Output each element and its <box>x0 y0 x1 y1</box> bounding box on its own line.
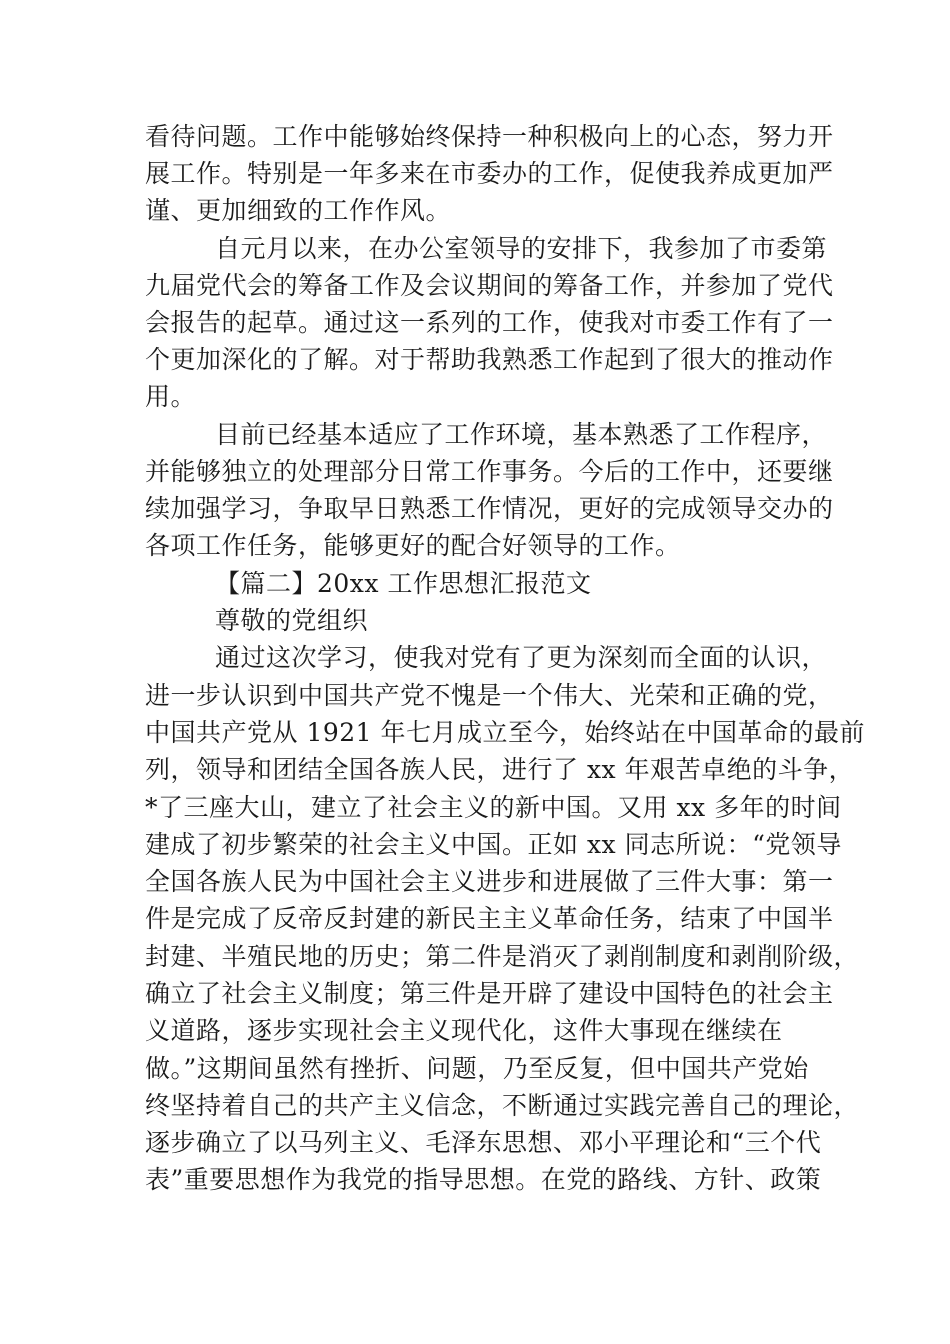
text-line: 通过这次学习，使我对党有了更为深刻而全面的认识， <box>215 643 828 672</box>
text-line: 个更加深化的了解。对于帮助我熟悉工作起到了很大的推动作 <box>145 345 834 374</box>
text-line: 目前已经基本适应了工作环境，基本熟悉了工作程序， <box>215 420 828 449</box>
text-line: 表”重要思想作为我党的指导思想。在党的路线、方针、政策 <box>145 1165 822 1194</box>
text-line: 进一步认识到中国共产党不愧是一个伟大、光荣和正确的党， <box>145 681 834 710</box>
text-line: 义道路，逐步实现社会主义现代化，这件大事现在继续在 <box>145 1016 783 1045</box>
text-line: 做。”这期间虽然有挫折、问题，乃至反复，但中国共产党始 <box>145 1054 809 1083</box>
text-line: 列，领导和团结全国各族人民，进行了 xx 年艰苦卓绝的斗争， <box>145 755 855 784</box>
text-line: 封建、半殖民地的历史；第二件是消灭了剥削制度和剥削阶级， <box>145 942 860 971</box>
text-line: 九届党代会的筹备工作及会议期间的筹备工作，并参加了党代 <box>145 271 834 300</box>
text-line: 建成了初步繁荣的社会主义中国。正如 xx 同志所说：“党领导 <box>145 830 842 859</box>
text-line: 终坚持着自己的共产主义信念，不断通过实践完善自己的理论， <box>145 1091 860 1120</box>
text-line: 会报告的起草。通过这一系列的工作，使我对市委工作有了一 <box>145 308 834 337</box>
text-line: 逐步确立了以马列主义、毛泽东思想、邓小平理论和“三个代 <box>145 1128 822 1157</box>
text-line: 并能够独立的处理部分日常工作事务。今后的工作中，还要继 <box>145 457 834 486</box>
salutation: 尊敬的党组织 <box>215 606 369 635</box>
text-line: 谨、更加细致的工作作风。 <box>145 196 452 225</box>
text-line: 自元月以来，在办公室领导的安排下，我参加了市委第 <box>215 234 828 263</box>
section-heading: 【篇二】20xx 工作思想汇报范文 <box>215 569 592 598</box>
text-line: 续加强学习，争取早日熟悉工作情况，更好的完成领导交办的 <box>145 494 834 523</box>
text-line: 全国各族人民为中国社会主义进步和进展做了三件大事：第一 <box>145 867 834 896</box>
text-line: 用。 <box>145 382 197 411</box>
text-line: 中国共产党从 1921 年七月成立至今，始终站在中国革命的最前 <box>145 718 866 747</box>
text-line: *了三座大山，建立了社会主义的新中国。又用 xx 多年的时间 <box>145 793 842 822</box>
text-line: 看待问题。工作中能够始终保持一种积极向上的心态，努力开 <box>145 122 834 151</box>
text-line: 确立了社会主义制度；第三件是开辟了建设中国特色的社会主 <box>145 979 834 1008</box>
text-line: 展工作。特别是一年多来在市委办的工作，促使我养成更加严 <box>145 159 834 188</box>
text-line: 件是完成了反帝反封建的新民主主义革命任务，结束了中国半 <box>145 904 834 933</box>
text-line: 各项工作任务，能够更好的配合好领导的工作。 <box>145 531 681 560</box>
